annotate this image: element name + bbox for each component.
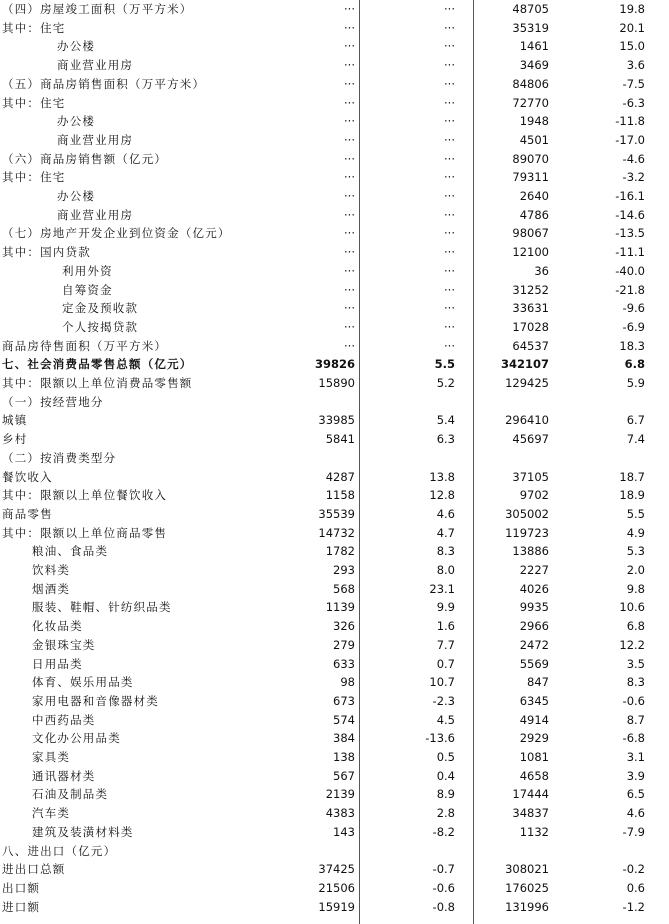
cell-c2: ··· [444,132,455,147]
row-label: （五）商品房销售面积（万平方米） [2,76,206,91]
cell-c4: 18.3 [619,338,645,353]
row-label: 其中：住宅 [2,170,66,185]
cell-c3: 2966 [519,619,549,634]
cell-c1: 37425 [318,862,355,877]
cell-c3: 2929 [519,731,549,746]
cell-c2: -0.8 [432,899,455,914]
cell-c1: ··· [344,207,355,222]
cell-c3: 79311 [512,170,549,185]
table-row [0,168,669,187]
row-label: 商业营业用房 [57,58,134,73]
table-row [0,823,669,842]
table-row [0,729,669,748]
cell-c1 [275,449,355,468]
row-label: 金银珠宝类 [32,637,96,652]
cell-c4: 8.3 [626,675,645,690]
cell-c3: 176025 [505,880,549,895]
cell-c1: 1139 [325,600,355,615]
cell-c4: -7.9 [622,824,645,839]
cell-c4: -40.0 [615,263,645,278]
table-row [0,598,669,617]
cell-c3: 98067 [512,226,549,241]
cell-c2: 0.5 [436,750,455,764]
cell-c1: ··· [344,58,355,73]
cell-c1: ··· [344,189,355,203]
cell-c3: 2640 [519,189,549,203]
cell-c2: ··· [444,114,455,129]
cell-c3 [469,393,549,412]
table-row [0,898,669,917]
table-row [0,19,669,38]
cell-c3: 1081 [519,750,549,764]
cell-c1: ··· [344,170,355,185]
cell-c4: 7.4 [626,432,645,447]
table-row [0,281,669,300]
cell-c1: 4383 [325,806,355,821]
row-label: 办公楼 [57,114,96,129]
row-label: 商品零售 [2,506,53,521]
cell-c2: ··· [444,226,455,241]
cell-c2: 10.7 [429,675,455,690]
table-row [0,524,669,543]
cell-c4: -14.6 [615,207,645,222]
row-label: （七）房地产开发企业到位资金（亿元） [2,226,231,241]
table-row [0,468,669,487]
cell-c2: 5.4 [436,413,455,428]
cell-c3: 129425 [505,376,549,390]
cell-c1: 21506 [318,880,355,895]
row-label: 中西药品类 [32,712,96,727]
cell-c2: -0.6 [432,880,455,895]
cell-c4: 5.9 [626,376,645,390]
cell-c3: 72770 [512,95,549,110]
cell-c1: ··· [344,151,355,166]
cell-c3: 6345 [519,693,549,708]
table-row [0,767,669,786]
row-label: 八、进出口（亿元） [2,843,117,858]
cell-c2: -2.3 [432,693,455,708]
cell-c3: 308021 [505,862,549,877]
row-label: 其中：限额以上单位消费品零售额 [2,376,193,390]
table-row [0,692,669,711]
row-label: 日用品类 [32,656,83,671]
cell-c1: 14732 [318,525,355,540]
cell-c3 [469,842,549,861]
row-label: 服装、鞋帽、针纺织品类 [32,600,172,615]
cell-c1: 279 [333,637,355,652]
cell-c2: ··· [444,338,455,353]
row-label: 文化办公用品类 [32,731,121,746]
cell-c2: 5.5 [434,357,455,372]
cell-c3: 5569 [519,656,549,671]
cell-c2: ··· [444,95,455,110]
cell-c4: -3.2 [622,170,645,185]
row-label: 通讯器材类 [32,768,96,783]
cell-c2: 0.7 [436,656,455,671]
table-row [0,131,669,150]
cell-c1: ··· [344,39,355,54]
row-label: 建筑及装潢材料类 [32,824,134,839]
row-label: （二）按消费类型分 [2,450,117,465]
cell-c4: 15.0 [619,39,645,54]
table-row [0,655,669,674]
row-label: 商业营业用房 [57,132,134,147]
row-label: 化妆品类 [32,619,83,634]
row-label: （四）房屋竣工面积（万平方米） [2,2,193,16]
table-row [0,374,669,393]
cell-c3: 119723 [505,525,549,540]
cell-c4: 18.9 [619,488,645,503]
cell-c1: 2139 [325,787,355,802]
cell-c4: 6.7 [626,413,645,428]
cell-c3: 847 [527,675,549,690]
row-label: 饮料类 [32,563,71,577]
cell-c3: 48705 [512,2,549,16]
cell-c2: 6.3 [436,432,455,447]
cell-c2: 4.7 [436,525,455,540]
table-row [0,486,669,505]
row-label: （六）商品房销售额（亿元） [2,151,168,166]
cell-c1: 384 [333,731,355,746]
row-label: 城镇 [2,413,28,428]
row-label: 商业营业用房 [57,207,134,222]
cell-c4: 4.9 [626,525,645,540]
cell-c4: 18.7 [619,469,645,484]
cell-c4: 0.6 [626,880,645,895]
cell-c3: 4786 [519,207,549,222]
cell-c3: 34837 [512,806,549,821]
row-label: 自筹资金 [62,282,113,297]
cell-c4: 8.7 [626,712,645,727]
cell-c4: 5.5 [626,506,645,521]
row-label: （一）按经营地分 [2,394,104,409]
table-row [0,37,669,56]
cell-c4: -6.3 [622,95,645,110]
cell-c4 [565,449,645,468]
cell-c3: 9702 [519,488,549,503]
table-row [0,430,669,449]
cell-c3: 4914 [519,712,549,727]
cell-c4: 3.5 [626,656,645,671]
cell-c1: 1782 [325,544,355,559]
cell-c1: ··· [344,301,355,316]
cell-c4: 5.3 [626,544,645,559]
cell-c1: ··· [344,338,355,353]
cell-c3: 12100 [512,245,549,260]
table-row [0,112,669,131]
table-row [0,393,669,412]
cell-c2: 13.8 [429,469,455,484]
row-label: 其中：住宅 [2,95,66,110]
row-label: 七、社会消费品零售总额（亿元） [2,357,193,372]
cell-c2: ··· [444,151,455,166]
cell-c3: 31252 [512,282,549,297]
cell-c4: -21.8 [615,282,645,297]
table-row [0,187,669,206]
cell-c3: 1461 [519,39,549,54]
cell-c4: -16.1 [615,189,645,203]
cell-c4: 3.9 [626,768,645,783]
cell-c3: 17028 [512,319,549,334]
cell-c4: 3.6 [626,58,645,73]
table-row [0,860,669,879]
cell-c4: -11.8 [615,114,645,129]
cell-c4: -1.2 [622,899,645,914]
table-row [0,318,669,337]
row-label: 办公楼 [57,39,96,54]
table-row [0,617,669,636]
row-label: 石油及制品类 [32,787,109,802]
cell-c3: 4026 [519,581,549,596]
cell-c3: 1132 [519,824,549,839]
cell-c2: 5.2 [436,376,455,390]
cell-c3: 2227 [519,563,549,577]
table-row [0,0,669,19]
table-row [0,206,669,225]
cell-c2: ··· [444,39,455,54]
table-row [0,94,669,113]
cell-c1: 138 [333,750,355,764]
cell-c4 [565,393,645,412]
table-row [0,355,669,374]
cell-c1: 568 [333,581,355,596]
row-label: 其中：国内贷款 [2,245,91,260]
cell-c4: 6.5 [626,787,645,802]
cell-c4: -4.6 [622,151,645,166]
row-label: 其中：住宅 [2,20,66,35]
cell-c4: -11.1 [615,245,645,260]
cell-c1: ··· [344,132,355,147]
cell-c3: 35319 [512,20,549,35]
cell-c1: 5841 [325,432,355,447]
cell-c2: 7.7 [436,637,455,652]
table-row [0,748,669,767]
row-label: 乡村 [2,432,28,447]
cell-c3: 64537 [512,338,549,353]
cell-c1: 293 [333,563,355,577]
cell-c2: ··· [444,301,455,316]
cell-c1: 633 [333,656,355,671]
table-row [0,636,669,655]
row-label: 餐饮收入 [2,469,53,484]
row-label: 其中：限额以上单位餐饮收入 [2,488,168,503]
cell-c2: ··· [444,319,455,334]
cell-c3: 342107 [500,357,549,372]
cell-c2: -8.2 [432,824,455,839]
cell-c4: 19.8 [619,2,645,16]
cell-c1: 326 [333,619,355,634]
cell-c4: 10.6 [619,600,645,615]
row-label: 汽车类 [32,806,71,821]
cell-c2: -13.6 [425,731,455,746]
cell-c2: 0.4 [436,768,455,783]
cell-c2: 9.9 [436,600,455,615]
cell-c2: 1.6 [436,619,455,634]
cell-c1: ··· [344,114,355,129]
table-row [0,243,669,262]
cell-c2: -0.7 [432,862,455,877]
cell-c3: 305002 [505,506,549,521]
cell-c2: ··· [444,207,455,222]
cell-c1: ··· [344,282,355,297]
table-row [0,711,669,730]
table-row [0,411,669,430]
cell-c4: 3.1 [626,750,645,764]
cell-c4: -0.2 [622,862,645,877]
table-row [0,542,669,561]
table-row [0,673,669,692]
cell-c3: 45697 [512,432,549,447]
cell-c4: -17.0 [615,132,645,147]
row-label: 家用电器和音像器材类 [32,693,159,708]
row-label: 进出口总额 [2,862,66,877]
cell-c1: ··· [344,95,355,110]
cell-c1: ··· [344,20,355,35]
table-row [0,505,669,524]
row-label: 家具类 [32,750,71,764]
cell-c2: ··· [444,58,455,73]
cell-c4 [565,842,645,861]
cell-c2: ··· [444,282,455,297]
cell-c1: ··· [344,2,355,16]
cell-c1: 143 [333,824,355,839]
cell-c3: 4501 [519,132,549,147]
cell-c1: 15890 [318,376,355,390]
table-row [0,56,669,75]
row-label: 粮油、食品类 [32,544,109,559]
row-label: 办公楼 [57,189,96,203]
cell-c2: 23.1 [429,581,455,596]
cell-c2: ··· [444,76,455,91]
cell-c4: 4.6 [626,806,645,821]
cell-c3: 13886 [512,544,549,559]
cell-c2: 8.0 [436,563,455,577]
row-label: 个人按揭贷款 [62,319,139,334]
cell-c4: -7.5 [622,76,645,91]
table-row [0,150,669,169]
table-row [0,262,669,281]
cell-c1: 39826 [314,357,355,372]
cell-c3: 9935 [519,600,549,615]
cell-c3: 4658 [519,768,549,783]
cell-c4: 20.1 [619,20,645,35]
cell-c1: 574 [333,712,355,727]
cell-c3: 2472 [519,637,549,652]
cell-c4: -9.6 [622,301,645,316]
cell-c2: ··· [444,263,455,278]
cell-c3: 37105 [512,469,549,484]
row-label: 体育、娱乐用品类 [32,675,134,690]
cell-c1 [275,393,355,412]
cell-c2 [375,393,455,412]
cell-c1: 35539 [318,506,355,521]
row-label: 出口额 [2,880,41,895]
cell-c4: -6.8 [622,731,645,746]
cell-c3: 84806 [512,76,549,91]
cell-c2: 12.8 [429,488,455,503]
cell-c1: 673 [333,693,355,708]
cell-c3: 131996 [505,899,549,914]
cell-c1: ··· [344,319,355,334]
table-row [0,879,669,898]
cell-c4: 6.8 [624,357,645,372]
cell-c3: 3469 [519,58,549,73]
cell-c1: 33985 [318,413,355,428]
cell-c2: 8.9 [436,787,455,802]
cell-c4: 6.8 [626,619,645,634]
cell-c3: 33631 [512,301,549,316]
cell-c1: ··· [344,226,355,241]
cell-c1: 4287 [325,469,355,484]
table-row [0,842,669,861]
cell-c4: -0.6 [622,693,645,708]
row-label: 烟酒类 [32,581,71,596]
cell-c1: 15919 [318,899,355,914]
cell-c1: 98 [340,675,355,690]
table-row [0,449,669,468]
row-label: 进口额 [2,899,41,914]
cell-c4: -13.5 [615,226,645,241]
cell-c4: 12.2 [619,637,645,652]
cell-c2: 2.8 [436,806,455,821]
cell-c2: ··· [444,245,455,260]
cell-c4: 9.8 [626,581,645,596]
cell-c1: ··· [344,263,355,278]
cell-c3: 1948 [519,114,549,129]
cell-c3: 89070 [512,151,549,166]
cell-c4: -6.9 [622,319,645,334]
cell-c2 [375,449,455,468]
cell-c1: ··· [344,245,355,260]
cell-c3: 296410 [505,413,549,428]
cell-c2: 8.3 [436,544,455,559]
cell-c1: 567 [333,768,355,783]
table-row [0,561,669,580]
cell-c2: ··· [444,170,455,185]
row-label: 定金及预收款 [62,301,139,316]
table-row [0,337,669,356]
cell-c4: 2.0 [626,563,645,577]
table-row [0,804,669,823]
cell-c1: ··· [344,76,355,91]
cell-c2: 4.5 [436,712,455,727]
cell-c2: ··· [444,189,455,203]
cell-c2: 4.6 [436,506,455,521]
cell-c3: 36 [534,263,549,278]
cell-c1 [275,842,355,861]
row-label: 利用外资 [62,263,113,278]
cell-c2 [375,842,455,861]
cell-c2: ··· [444,2,455,16]
cell-c1: 1158 [325,488,355,503]
table-row [0,75,669,94]
cell-c2: ··· [444,20,455,35]
cell-c3: 17444 [512,787,549,802]
table-row [0,580,669,599]
cell-c3 [469,449,549,468]
table-row [0,785,669,804]
table-row [0,224,669,243]
row-label: 商品房待售面积（万平方米） [2,338,168,353]
row-label: 其中：限额以上单位商品零售 [2,525,168,540]
table-row [0,299,669,318]
